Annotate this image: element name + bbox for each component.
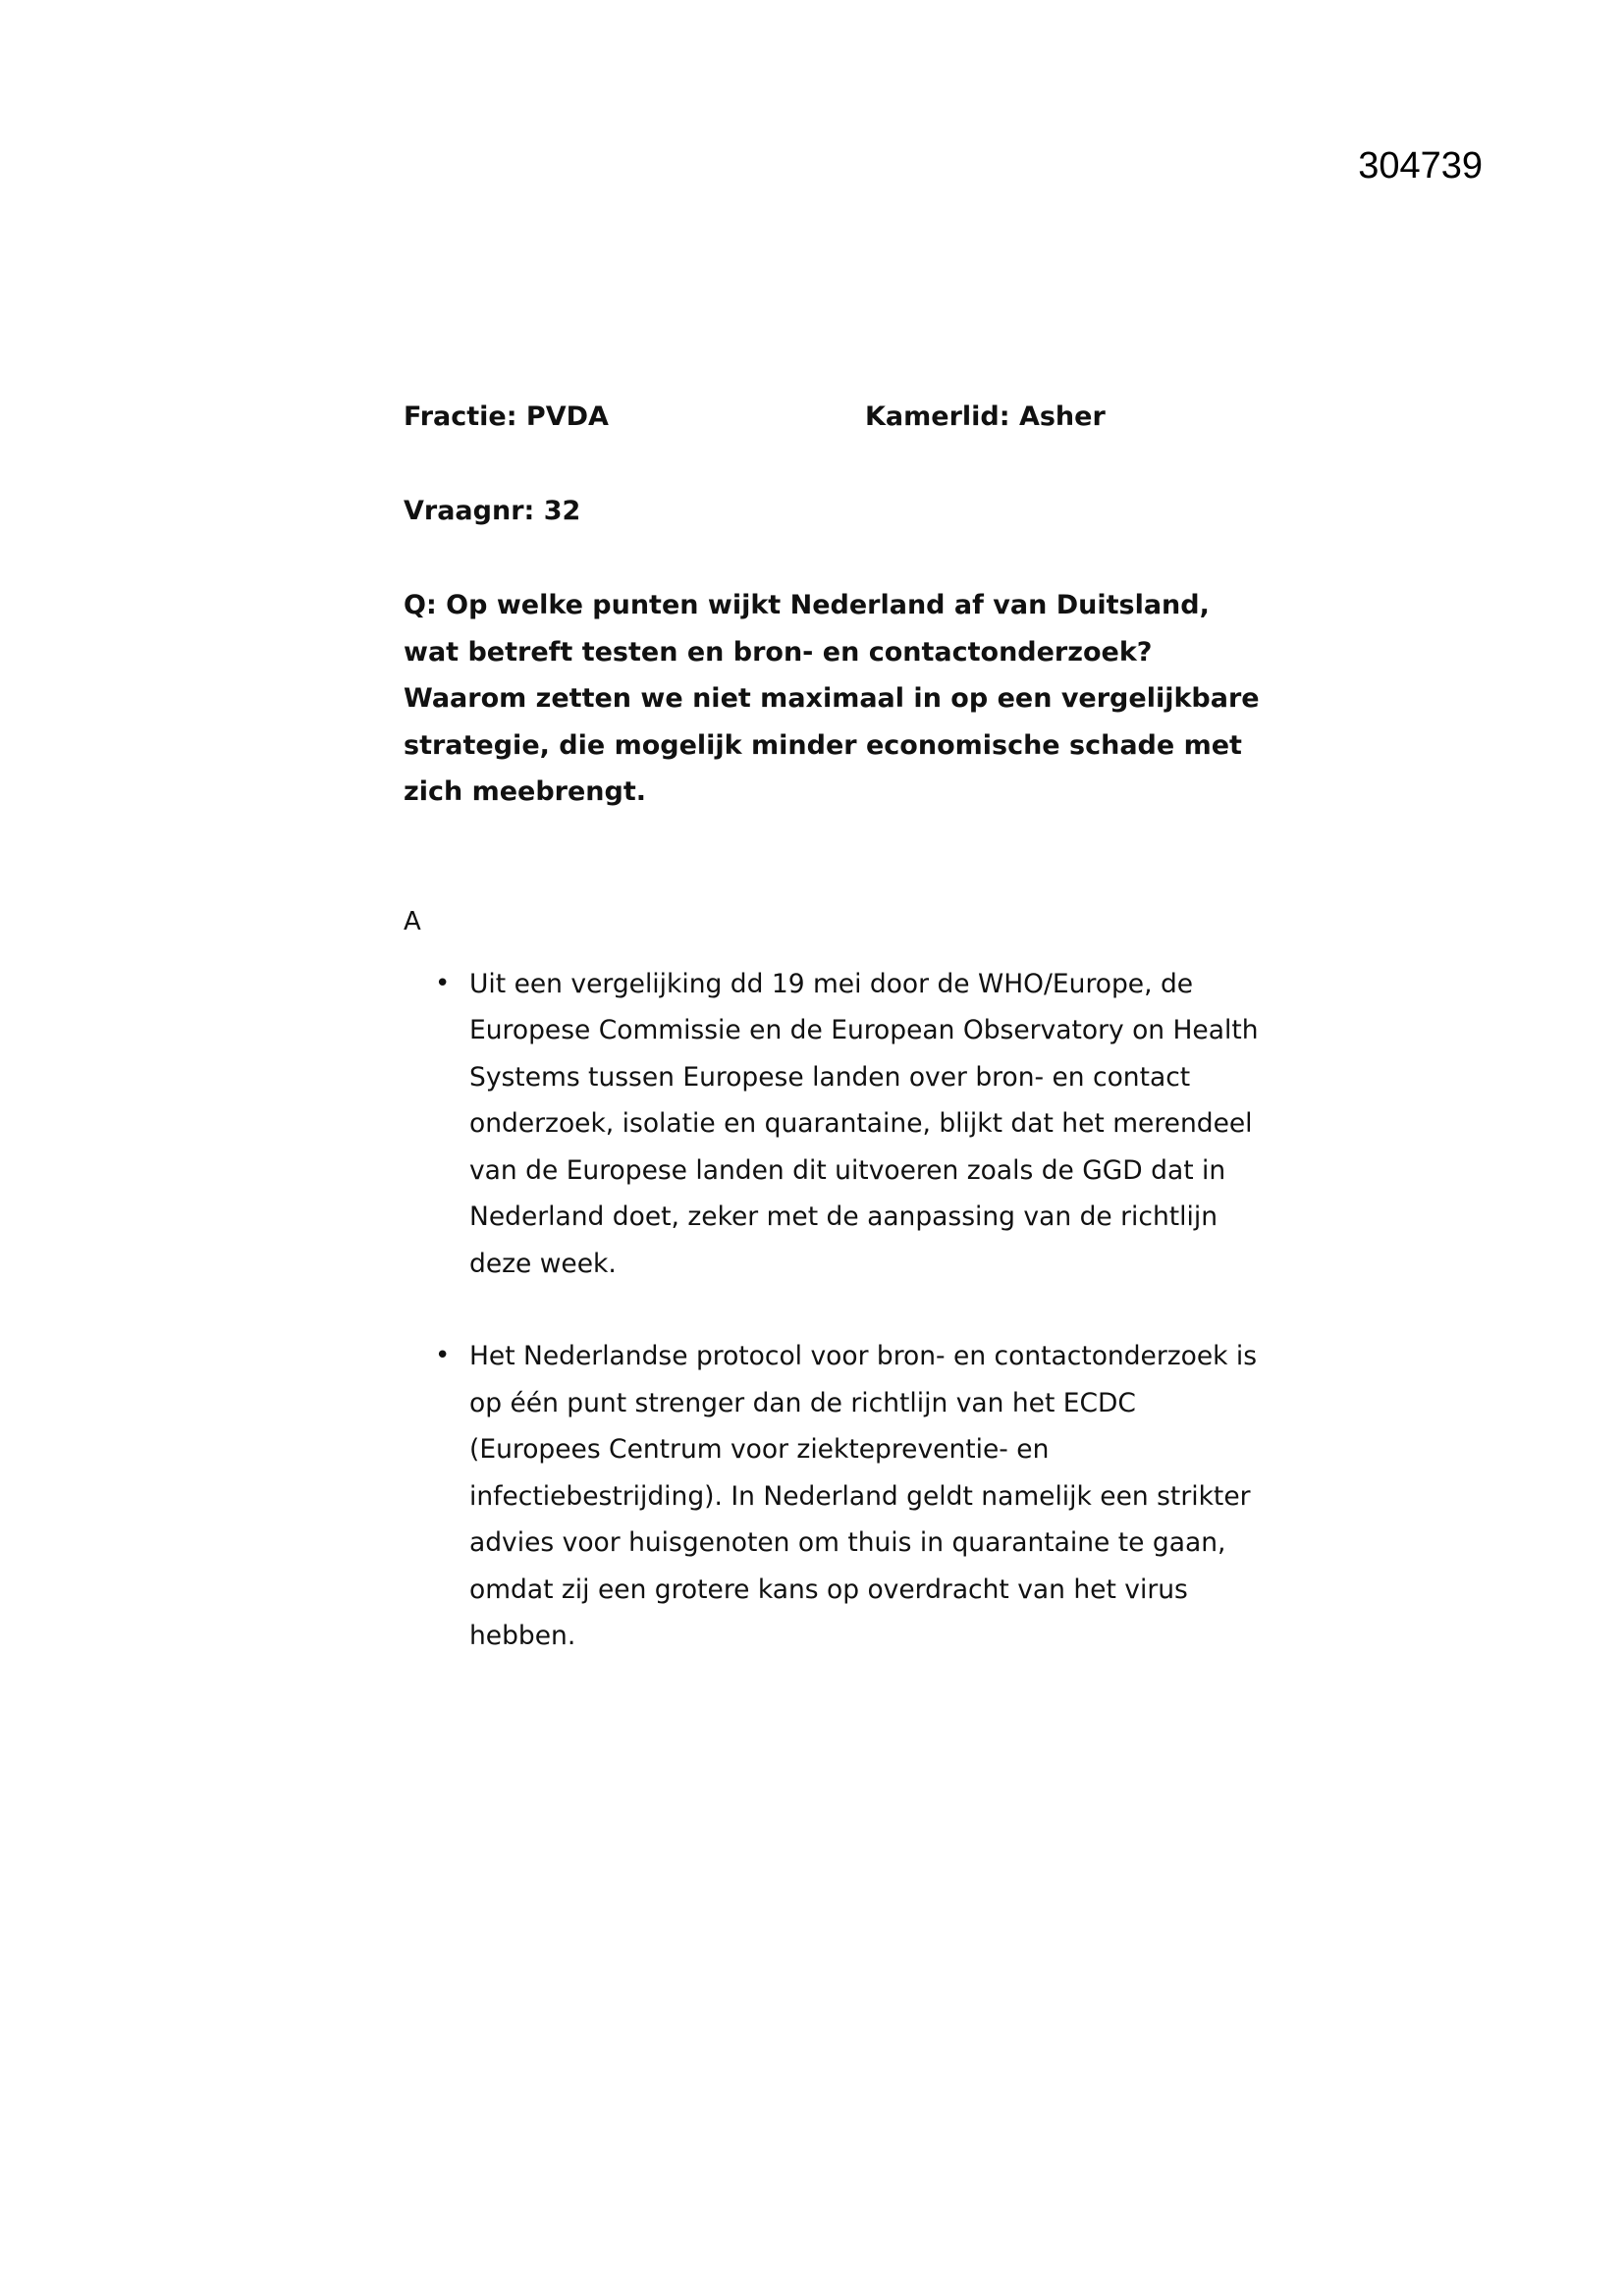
answer-item <box>404 961 1274 1288</box>
fractie-label: Fractie: PVDA <box>404 401 609 432</box>
document-number: 304739 <box>1358 145 1483 187</box>
bullet-icon: • <box>435 968 451 998</box>
answer-label: A <box>404 906 421 936</box>
kamerlid-label: Kamerlid: Asher <box>865 401 1106 432</box>
answer-item-text: Uit een vergelijking dd 19 mei door de WHO/Europe, de Europese Commissie en de European Observatory on Health Systems tussen Europese landen over bron- en contact onderzoek, isolatie en quarantaine, blijkt dat het merendeel van de Europese landen dit uitvoeren zoals de GGD dat in Nederland doet, zeker met de aanpassing van de richtlijn deze week. <box>469 968 1259 1279</box>
answer-item <box>404 1333 1274 1660</box>
meta-row <box>404 398 1268 437</box>
question-text: Q: Op welke punten wijkt Nederland af van Duitsland, wat betreft testen en bron- en contactonderzoek? Waarom zetten we niet maximaal in op een vergelijkbare strategie, die mogelijk minder economische schade met zich meebrengt. <box>404 590 1260 807</box>
document-content <box>404 398 1268 1660</box>
answer-item-text: Het Nederlandse protocol voor bron- en contactonderzoek is op één punt strenger dan de richtlijn van het ECDC (Europees Centrum voor ziektepreventie- en infectiebestrijding). In Nederland geldt namelijk een strikter advies voor huisgenoten om thuis in quarantaine te gaan, omdat zij een grotere kans op overdracht van het virus hebben. <box>469 1341 1258 1651</box>
bullet-icon: • <box>435 1341 451 1370</box>
answer-list <box>404 961 1268 1660</box>
question-number: Vraagnr: 32 <box>404 496 581 526</box>
